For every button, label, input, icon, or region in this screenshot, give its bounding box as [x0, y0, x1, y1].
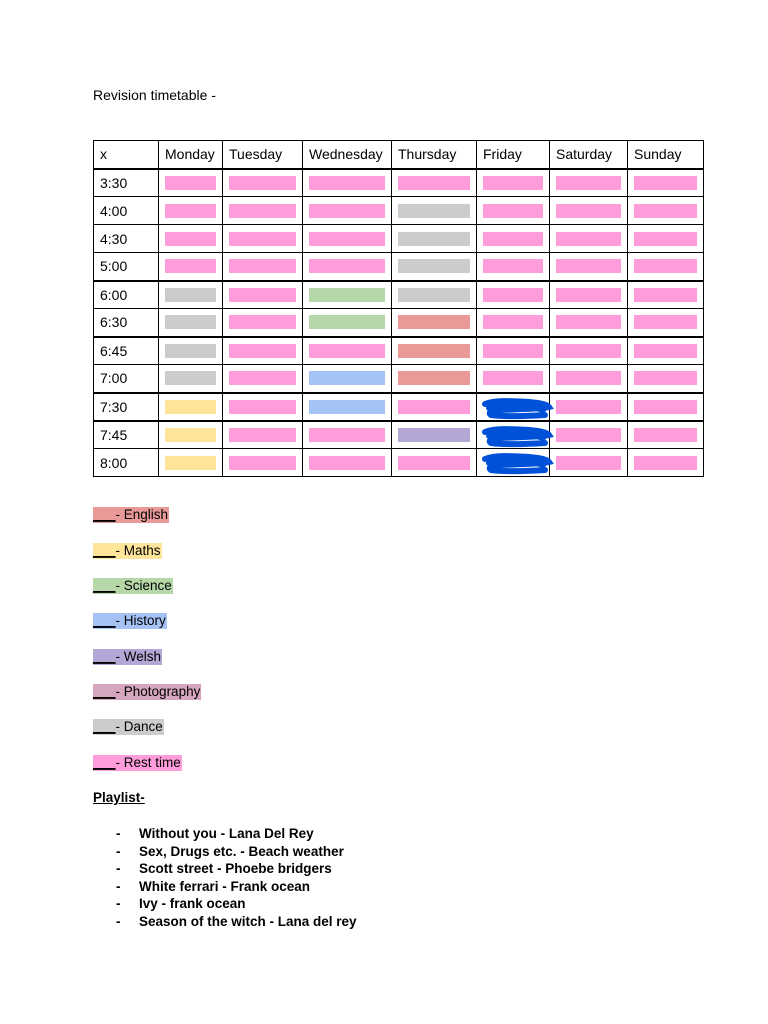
slot-cell	[223, 365, 303, 393]
slot-cell	[477, 421, 550, 449]
day-header: Thursday	[392, 141, 477, 169]
colour-block	[634, 176, 697, 190]
slot-cell	[159, 253, 223, 281]
colour-block	[634, 400, 697, 414]
slot-cell	[628, 393, 704, 421]
colour-block	[165, 344, 216, 358]
colour-block	[483, 344, 543, 358]
slot-cell	[628, 225, 704, 253]
slot-cell	[159, 225, 223, 253]
slot-cell	[223, 197, 303, 225]
colour-block	[229, 204, 296, 218]
slot-cell	[303, 281, 392, 309]
corner-header: x	[94, 141, 159, 169]
revision-timetable	[93, 140, 704, 477]
slot-cell	[159, 337, 223, 365]
slot-cell	[550, 365, 628, 393]
colour-block	[309, 428, 385, 442]
slot-cell	[223, 421, 303, 449]
scribble-mark	[481, 398, 557, 420]
colour-block	[229, 456, 296, 470]
slot-cell	[477, 337, 550, 365]
day-header: Tuesday	[223, 141, 303, 169]
slot-cell	[550, 449, 628, 477]
slot-cell	[628, 281, 704, 309]
slot-cell	[477, 225, 550, 253]
legend-item	[93, 507, 169, 523]
colour-block	[229, 428, 296, 442]
slot-cell	[159, 281, 223, 309]
playlist-item	[116, 843, 357, 861]
slot-cell	[303, 309, 392, 337]
colour-block	[309, 232, 385, 246]
slot-cell	[159, 449, 223, 477]
timetable-row	[94, 337, 704, 365]
slot-cell	[392, 421, 477, 449]
bullet-dash: -	[116, 896, 121, 912]
playlist-song: White ferrari - Frank ocean	[139, 878, 311, 894]
day-header: Monday	[159, 141, 223, 169]
slot-cell	[159, 393, 223, 421]
colour-block	[483, 176, 543, 190]
timetable-row	[94, 393, 704, 421]
colour-block	[556, 400, 621, 414]
colour-block	[398, 428, 470, 442]
playlist-heading: Playlist-	[93, 790, 145, 805]
colour-block	[634, 232, 697, 246]
slot-cell	[392, 365, 477, 393]
time-cell: 7:30	[94, 393, 159, 421]
slot-cell	[223, 337, 303, 365]
time-cell: 7:45	[94, 421, 159, 449]
colour-block	[556, 232, 621, 246]
slot-cell	[477, 253, 550, 281]
slot-cell	[392, 309, 477, 337]
timetable-row	[94, 169, 704, 197]
day-header: Saturday	[550, 141, 628, 169]
colour-block	[483, 371, 543, 385]
day-header: Friday	[477, 141, 550, 169]
time-cell: 6:30	[94, 309, 159, 337]
colour-block	[483, 259, 543, 273]
colour-block	[165, 400, 216, 414]
colour-block	[483, 288, 543, 302]
slot-cell	[550, 197, 628, 225]
time-cell: 8:00	[94, 449, 159, 477]
slot-cell	[550, 281, 628, 309]
colour-block	[483, 232, 543, 246]
colour-block	[165, 315, 216, 329]
bullet-dash: -	[116, 826, 121, 841]
legend-blank: ___	[93, 613, 116, 628]
colour-block	[229, 344, 296, 358]
timetable-row	[94, 225, 704, 253]
slot-cell	[303, 393, 392, 421]
colour-block	[556, 428, 621, 442]
slot-cell	[392, 337, 477, 365]
slot-cell	[628, 253, 704, 281]
colour-block	[309, 176, 385, 190]
legend-label: - History	[115, 613, 166, 628]
time-cell: 6:45	[94, 337, 159, 365]
colour-block	[229, 288, 296, 302]
legend-label: - English	[115, 507, 169, 522]
legend-label: - Science	[115, 578, 172, 593]
legend-item	[93, 543, 162, 559]
bullet-dash: -	[116, 861, 121, 877]
legend-item	[93, 613, 167, 629]
colour-block	[398, 344, 470, 358]
slot-cell	[628, 309, 704, 337]
colour-block	[165, 371, 216, 385]
slot-cell	[303, 365, 392, 393]
colour-block	[165, 428, 216, 442]
slot-cell	[392, 253, 477, 281]
slot-cell	[477, 449, 550, 477]
slot-cell	[392, 197, 477, 225]
legend-label: - Maths	[115, 543, 161, 558]
playlist-item	[116, 895, 357, 913]
colour-block	[398, 288, 470, 302]
slot-cell	[223, 449, 303, 477]
slot-cell	[550, 421, 628, 449]
document-title: Revision timetable -	[93, 87, 216, 103]
colour-block	[309, 456, 385, 470]
colour-block	[309, 400, 385, 414]
slot-cell	[159, 169, 223, 197]
colour-block	[398, 176, 470, 190]
colour-block	[556, 259, 621, 273]
slot-cell	[477, 393, 550, 421]
colour-block	[229, 400, 296, 414]
colour-block	[165, 456, 216, 470]
slot-cell	[159, 421, 223, 449]
timetable-row	[94, 253, 704, 281]
colour-block	[483, 204, 543, 218]
legend-blank: ___	[93, 578, 116, 593]
colour-block	[634, 259, 697, 273]
colour-block	[398, 232, 470, 246]
colour-block	[165, 204, 216, 218]
scribble-mark	[481, 453, 557, 475]
slot-cell	[392, 281, 477, 309]
legend-item	[93, 755, 182, 771]
playlist-item	[116, 913, 357, 931]
playlist-song: Season of the witch - Lana del rey	[139, 913, 357, 929]
timetable-row	[94, 421, 704, 449]
slot-cell	[159, 365, 223, 393]
slot-cell	[477, 309, 550, 337]
slot-cell	[303, 169, 392, 197]
playlist	[116, 825, 357, 931]
slot-cell	[392, 393, 477, 421]
day-header: Wednesday	[303, 141, 392, 169]
legend-label: - Dance	[115, 719, 163, 734]
colour-block	[309, 344, 385, 358]
timetable-row	[94, 309, 704, 337]
bullet-dash: -	[116, 843, 121, 859]
slot-cell	[223, 253, 303, 281]
colour-block	[229, 232, 296, 246]
slot-cell	[628, 197, 704, 225]
colour-block	[634, 371, 697, 385]
colour-block	[634, 204, 697, 218]
bullet-dash: -	[116, 913, 121, 929]
colour-block	[556, 204, 621, 218]
colour-block	[398, 371, 470, 385]
slot-cell	[628, 449, 704, 477]
slot-cell	[223, 309, 303, 337]
legend-item	[93, 719, 164, 735]
colour-block	[309, 371, 385, 385]
timetable-row	[94, 281, 704, 309]
slot-cell	[477, 281, 550, 309]
slot-cell	[303, 337, 392, 365]
bullet-dash: -	[116, 878, 121, 894]
slot-cell	[628, 169, 704, 197]
legend-blank: ___	[93, 755, 116, 770]
slot-cell	[550, 337, 628, 365]
colour-block	[634, 456, 697, 470]
colour-block	[398, 400, 470, 414]
colour-block	[398, 204, 470, 218]
colour-block	[309, 204, 385, 218]
legend-blank: ___	[93, 543, 116, 558]
legend-label: - Welsh	[115, 649, 162, 664]
colour-block	[398, 456, 470, 470]
playlist-song: Without you - Lana Del Rey	[139, 826, 314, 841]
slot-cell	[628, 421, 704, 449]
legend-item	[93, 684, 201, 700]
playlist-song: Sex, Drugs etc. - Beach weather	[139, 843, 344, 859]
legend-label: - Rest time	[115, 755, 181, 770]
time-cell: 4:00	[94, 197, 159, 225]
colour-block	[398, 315, 470, 329]
time-cell: 5:00	[94, 253, 159, 281]
slot-cell	[159, 197, 223, 225]
legend-label: - Photography	[115, 684, 201, 699]
legend-item	[93, 649, 162, 665]
legend-item	[93, 578, 173, 594]
colour-block	[229, 259, 296, 273]
legend-blank: ___	[93, 507, 116, 522]
time-cell: 3:30	[94, 169, 159, 197]
slot-cell	[159, 309, 223, 337]
slot-cell	[392, 225, 477, 253]
colour-block	[309, 259, 385, 273]
colour-block	[634, 288, 697, 302]
slot-cell	[477, 197, 550, 225]
colour-block	[165, 176, 216, 190]
colour-block	[398, 259, 470, 273]
playlist-song: Ivy - frank ocean	[139, 896, 246, 912]
colour-block	[556, 315, 621, 329]
slot-cell	[392, 169, 477, 197]
time-cell: 6:00	[94, 281, 159, 309]
colour-block	[229, 176, 296, 190]
scribble-mark	[481, 426, 557, 448]
slot-cell	[303, 197, 392, 225]
slot-cell	[223, 281, 303, 309]
slot-cell	[303, 253, 392, 281]
playlist-song: Scott street - Phoebe bridgers	[139, 861, 332, 877]
timetable-row	[94, 365, 704, 393]
slot-cell	[223, 393, 303, 421]
day-header: Sunday	[628, 141, 704, 169]
time-cell: 7:00	[94, 365, 159, 393]
colour-block	[556, 371, 621, 385]
colour-block	[165, 288, 216, 302]
colour-block	[556, 456, 621, 470]
slot-cell	[392, 449, 477, 477]
colour-block	[483, 315, 543, 329]
colour-block	[634, 428, 697, 442]
header-row	[94, 141, 704, 169]
colour-block	[634, 315, 697, 329]
legend-blank: ___	[93, 649, 116, 664]
colour-block	[165, 232, 216, 246]
legend-blank: ___	[93, 684, 116, 699]
slot-cell	[628, 337, 704, 365]
legend-blank: ___	[93, 719, 116, 734]
slot-cell	[550, 309, 628, 337]
slot-cell	[550, 169, 628, 197]
time-cell: 4:30	[94, 225, 159, 253]
colour-block	[229, 371, 296, 385]
playlist-item	[116, 878, 357, 896]
slot-cell	[303, 421, 392, 449]
colour-block	[165, 259, 216, 273]
colour-block	[556, 176, 621, 190]
slot-cell	[477, 169, 550, 197]
slot-cell	[303, 449, 392, 477]
slot-cell	[550, 253, 628, 281]
timetable-row	[94, 449, 704, 477]
playlist-item	[116, 825, 357, 843]
slot-cell	[550, 225, 628, 253]
slot-cell	[303, 225, 392, 253]
colour-block	[309, 288, 385, 302]
colour-block	[229, 315, 296, 329]
slot-cell	[223, 225, 303, 253]
slot-cell	[550, 393, 628, 421]
colour-block	[556, 344, 621, 358]
slot-cell	[223, 169, 303, 197]
slot-cell	[477, 365, 550, 393]
colour-block	[309, 315, 385, 329]
slot-cell	[628, 365, 704, 393]
colour-block	[634, 344, 697, 358]
playlist-item	[116, 860, 357, 878]
timetable-row	[94, 197, 704, 225]
colour-block	[556, 288, 621, 302]
